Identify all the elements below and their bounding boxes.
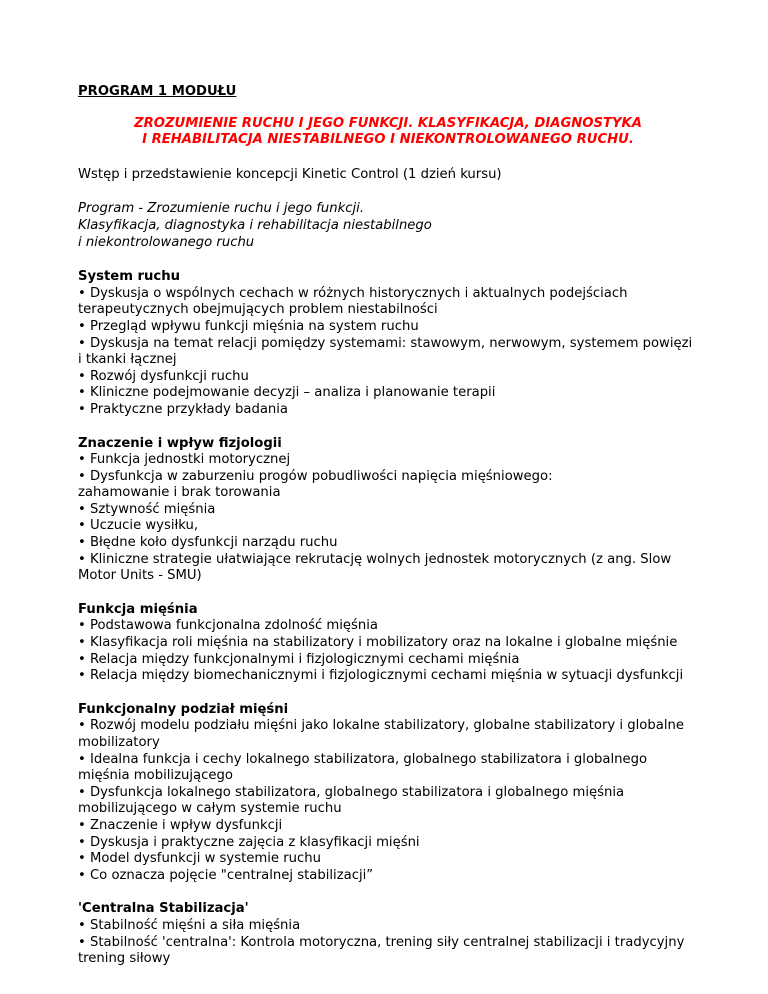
list-item: • Błędne koło dysfunkcji narządu ruchu — [78, 535, 338, 551]
list-item: • Rozwój modelu podziału mięśni jako lokalne stabilizatory, globalne stabilizatory i globalne mobilizatory — [78, 718, 684, 750]
document-title: PROGRAM 1 MODUŁU — [78, 84, 237, 99]
section-znaczenie-fizjologii — [78, 436, 698, 585]
program-description — [78, 201, 698, 251]
list-item: • Dyskusja na temat relacji pomiędzy systemami: stawowym, nerwowym, systemem powięzi — [78, 335, 693, 351]
document-subtitle — [78, 116, 698, 149]
subtitle-line: ZROZUMIENIE RUCHU I JEGO FUNKCJI. KLASYFIKACJA, DIAGNOSTYKA — [134, 115, 642, 131]
list-item: • Stabilność 'centralna': Kontrola motoryczna, trening siły centralnej stabilizacji i tradycyjny trening siłowy — [78, 934, 685, 967]
program-line: Klasyfikacja, diagnostyka i rehabilitacja niestabilnego — [78, 217, 432, 233]
list-item: • Sztywność mięśnia — [78, 501, 216, 517]
section-funkcja-miesnia — [78, 602, 698, 685]
list-item: • Rozwój dysfunkcji ruchu — [78, 368, 249, 384]
intro-paragraph: Wstęp i przedstawienie koncepcji Kinetic Control (1 dzień kursu) — [78, 166, 502, 182]
document-page — [78, 84, 698, 985]
list-item: • Relacja między biomechanicznymi i fizjologicznymi cechami mięśnia w sytuacji dysfunkcji — [78, 668, 684, 684]
list-item: • Dysfunkcja w zaburzeniu progów pobudliwości napięcia mięśniowego: — [78, 468, 553, 484]
list-item: • Przegląd wpływu funkcji mięśnia na system ruchu — [78, 318, 419, 334]
section-funkcjonalny-podzial — [78, 702, 698, 885]
program-line: Program - Zrozumienie ruchu i jego funkcji. — [78, 201, 365, 217]
list-item: zahamowanie i brak torowania — [78, 485, 281, 501]
list-item: • Kliniczne strategie ułatwiające rekrutację wolnych jednostek motorycznych (z ang. Slow Motor Units - SMU) — [78, 551, 672, 584]
section-heading: 'Centralna Stabilizacja' — [78, 901, 249, 917]
list-item: • Model dysfunkcji w systemie ruchu — [78, 851, 321, 867]
section-centralna-stabilizacja — [78, 901, 698, 967]
list-item: • Klasyfikacja roli mięśnia na stabilizatory i mobilizatory oraz na lokalne i globalne mięśnie — [78, 635, 678, 651]
section-heading: Znaczenie i wpływ fizjologii — [78, 435, 282, 451]
section-heading: Funkcjonalny podział mięśni — [78, 701, 289, 717]
section-system-ruchu — [78, 269, 698, 418]
list-item: • Uczucie wysiłku, — [78, 518, 199, 534]
list-item: • Relacja między funkcjonalnymi i fizjologicznymi cechami mięśnia — [78, 651, 520, 667]
list-item: • Funkcja jednostki motorycznej — [78, 452, 291, 468]
list-item: • Dyskusja o wspólnych cechach w różnych historycznych i aktualnych podejściach terapeutycznych obejmujących problem niestabilności — [78, 285, 628, 318]
list-item: i tkanki łącznej — [78, 352, 177, 368]
list-item: • Kliniczne podejmowanie decyzji – analiza i planowanie terapii — [78, 385, 496, 401]
list-item: • Stabilność mięśni a siła mięśnia — [78, 917, 301, 933]
subtitle-line: I REHABILITACJA NIESTABILNEGO I NIEKONTROLOWANEGO RUCHU. — [142, 132, 634, 148]
list-item: • Dyskusja i praktyczne zajęcia z klasyfikacji mięśni — [78, 834, 420, 850]
program-line: i niekontrolowanego ruchu — [78, 234, 255, 250]
list-item: • Praktyczne przykłady badania — [78, 401, 289, 417]
section-heading: Funkcja mięśnia — [78, 601, 198, 617]
section-heading: System ruchu — [78, 269, 181, 285]
list-item: • Idealna funkcja i cechy lokalnego stabilizatora, globalnego stabilizatora i globalnego mięśnia mobilizującego — [78, 751, 648, 784]
list-item: • Dysfunkcja lokalnego stabilizatora, globalnego stabilizatora i globalnego mięśnia mobilizującego w całym systemie ruchu — [78, 784, 625, 817]
list-item: • Znaczenie i wpływ dysfunkcji — [78, 817, 283, 833]
list-item: • Co oznacza pojęcie "centralnej stabilizacji” — [78, 867, 374, 883]
list-item: • Podstawowa funkcjonalna zdolność mięśnia — [78, 618, 379, 634]
